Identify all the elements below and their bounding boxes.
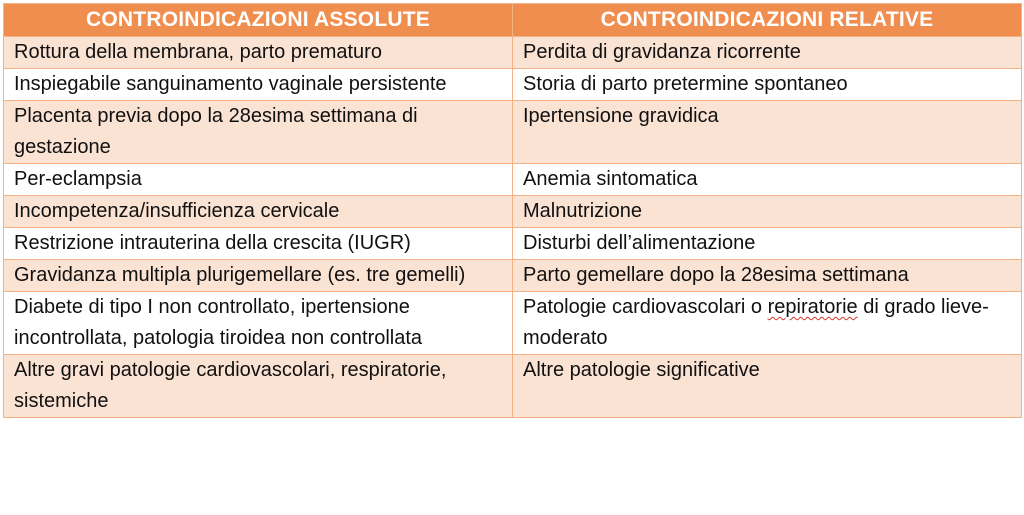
cell-relative: Disturbi dell’alimentazione xyxy=(513,228,1022,260)
table-row xyxy=(4,196,1022,228)
table-row xyxy=(4,37,1022,69)
contraindications-table xyxy=(3,3,1022,418)
header-relative: CONTROINDICAZIONI RELATIVE xyxy=(513,4,1022,37)
cell-absolute: Altre gravi patologie cardiovascolari, respiratorie, sistemiche xyxy=(4,355,513,418)
cell-text: Patologie cardiovascolari o xyxy=(523,296,768,318)
table-row xyxy=(4,355,1022,418)
header-row xyxy=(4,4,1022,37)
cell-absolute: Restrizione intrauterina della crescita (IUGR) xyxy=(4,228,513,260)
cell-absolute: Rottura della membrana, parto prematuro xyxy=(4,37,513,69)
cell-absolute: Per-eclampsia xyxy=(4,164,513,196)
cell-relative: Perdita di gravidanza ricorrente xyxy=(513,37,1022,69)
cell-relative: Ipertensione gravidica xyxy=(513,101,1022,164)
cell-absolute: Gravidanza multipla plurigemellare (es. tre gemelli) xyxy=(4,260,513,292)
table-row xyxy=(4,164,1022,196)
table-row xyxy=(4,292,1022,355)
cell-relative: Malnutrizione xyxy=(513,196,1022,228)
table-row xyxy=(4,260,1022,292)
table-row xyxy=(4,101,1022,164)
cell-relative: Altre patologie significative xyxy=(513,355,1022,418)
header-absolute: CONTROINDICAZIONI ASSOLUTE xyxy=(4,4,513,37)
cell-absolute: Inspiegabile sanguinamento vaginale persistente xyxy=(4,69,513,101)
cell-relative xyxy=(513,292,1022,355)
cell-absolute: Diabete di tipo I non controllato, ipertensione incontrollata, patologia tiroidea non controllata xyxy=(4,292,513,355)
cell-text: di grado lieve-moderato xyxy=(523,296,989,349)
cell-relative: Parto gemellare dopo la 28esima settimana xyxy=(513,260,1022,292)
cell-relative: Storia di parto pretermine spontaneo xyxy=(513,69,1022,101)
cell-absolute: Incompetenza/insufficienza cervicale xyxy=(4,196,513,228)
table-row xyxy=(4,69,1022,101)
cell-relative: Anemia sintomatica xyxy=(513,164,1022,196)
table-row xyxy=(4,228,1022,260)
cell-absolute: Placenta previa dopo la 28esima settimana di gestazione xyxy=(4,101,513,164)
spellcheck-flagged-word[interactable]: repiratorie xyxy=(767,296,858,318)
